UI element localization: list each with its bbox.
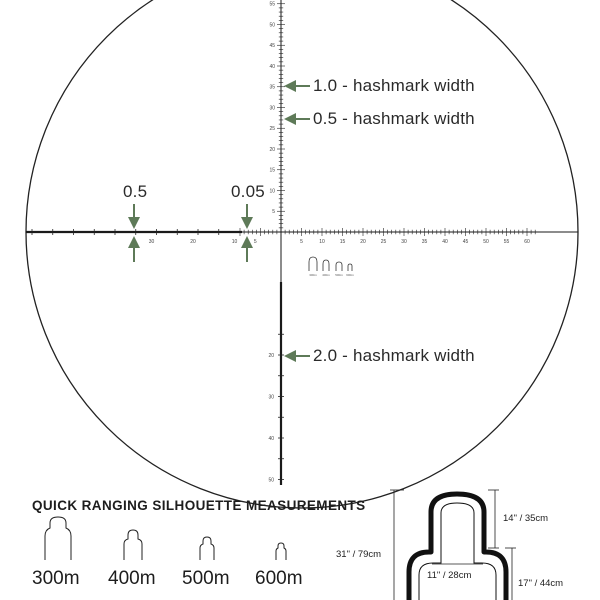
reticle-silhouette-600m — [348, 264, 352, 271]
arrow-v05-bot-head — [128, 236, 140, 248]
upper-scale-number: 30 — [269, 105, 275, 112]
left-scale-number: 10 — [231, 239, 238, 245]
left-scale-number: 5 — [253, 239, 257, 245]
scope-circle — [26, 0, 578, 508]
lower-scale-number: 30 — [268, 394, 274, 401]
dim-shoulders-label: 17" / 44cm — [518, 578, 564, 589]
arrow-v005-bot-head — [241, 236, 253, 248]
range-label-500m: 500m — [182, 568, 230, 589]
callout-value-0-5: 0.5 — [123, 182, 148, 201]
upper-scale-number: 45 — [269, 43, 275, 50]
right-scale-number: 30 — [401, 239, 407, 245]
upper-scale-number: 15 — [269, 167, 275, 174]
right-scale-number: 60 — [524, 239, 530, 245]
upper-scale-number: 50 — [269, 22, 275, 29]
right-scale-number: 25 — [380, 239, 387, 245]
left-scale-number: 20 — [190, 239, 196, 245]
right-scale-number: 5 — [300, 239, 303, 245]
right-scale-number: 15 — [339, 239, 346, 245]
right-scale-number: 20 — [360, 239, 366, 245]
range-label-600m: 600m — [255, 568, 303, 589]
lower-scale-number: 50 — [268, 477, 274, 484]
big-silhouette-outline — [409, 494, 506, 600]
right-scale-number: 40 — [442, 239, 448, 245]
reticle-silhouettes — [309, 257, 352, 271]
reticle-sil-label-300m: 300m — [309, 273, 317, 277]
dim-height-label: 31" / 79cm — [336, 549, 382, 560]
qr-silhouette-300m — [45, 517, 71, 560]
reticle-silhouette-500m — [336, 262, 342, 271]
callout-hashmark-0-5: 0.5 - hashmark width — [313, 109, 475, 128]
callout-hashmark-1-0: 1.0 - hashmark width — [313, 76, 475, 95]
range-label-300m: 300m — [32, 568, 80, 589]
reticle-silhouette-400m — [323, 260, 329, 271]
dim-head-width-label: 11" / 28cm — [427, 570, 472, 581]
right-scale-number: 10 — [319, 239, 325, 245]
arrow-0-5-head — [284, 113, 296, 125]
qr-silhouette-500m — [200, 537, 214, 560]
lower-scale-number: 40 — [268, 436, 274, 442]
qr-silhouettes — [45, 517, 286, 560]
right-scale-number: 35 — [421, 239, 428, 245]
upper-scale-number: 35 — [269, 84, 275, 91]
reticle-silhouette-labels — [309, 273, 354, 277]
arrow-v005-top-head — [241, 217, 253, 229]
lower-scale-number: 20 — [268, 353, 274, 359]
reticle-silhouette-300m — [309, 257, 317, 271]
callout-arrows — [128, 80, 310, 362]
left-scale-number: 30 — [148, 239, 155, 245]
hash-ticks — [32, 0, 535, 479]
upper-scale-number: 20 — [269, 146, 275, 153]
scale-numbers — [149, 2, 530, 484]
callout-value-0-05: 0.05 — [231, 182, 265, 201]
arrow-2-0-head — [284, 350, 296, 362]
dim-head-label: 14" / 35cm — [503, 513, 549, 524]
right-scale-number: 55 — [503, 239, 510, 245]
upper-scale-number: 5 — [272, 209, 275, 216]
arrow-v05-top-head — [128, 217, 140, 229]
reticle-sil-label-400m: 400m — [322, 273, 330, 277]
quick-ranging-title: QUICK RANGING SILHOUETTE MEASUREMENTS — [32, 498, 366, 513]
upper-scale-number: 10 — [269, 188, 275, 195]
qr-silhouette-400m — [124, 530, 142, 560]
range-label-400m: 400m — [108, 568, 156, 589]
arrow-1-0-head — [284, 80, 296, 92]
qr-silhouette-600m — [276, 543, 286, 560]
upper-scale-number: 25 — [269, 126, 275, 133]
upper-scale-number: 40 — [269, 63, 275, 70]
right-scale-number: 50 — [483, 239, 489, 245]
big-silhouette — [409, 494, 506, 600]
right-scale-number: 45 — [462, 239, 469, 245]
reticle-sil-label-500m: 500m — [335, 273, 343, 277]
callout-hashmark-2-0: 2.0 - hashmark width — [313, 346, 475, 365]
reticle-sil-label-600m: 600m — [346, 273, 354, 277]
upper-scale-number: 55 — [269, 1, 275, 8]
